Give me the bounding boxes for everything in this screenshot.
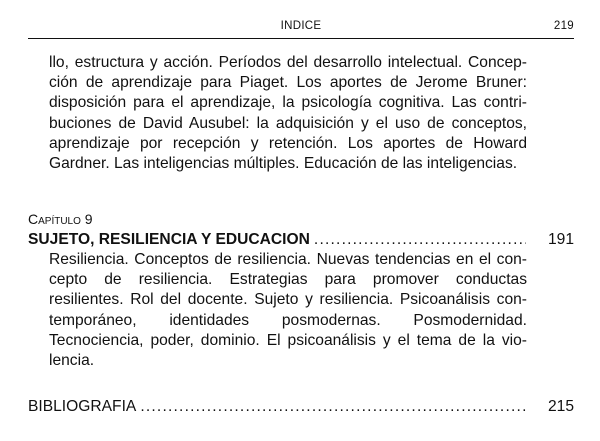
summary-line: llo, estructura y acción. Períodos del desarrollo intelectual. Concep- (49, 54, 527, 71)
dot-leader (314, 231, 526, 249)
header-page-number: 219 (553, 20, 574, 32)
chapter-title: SUJETO, RESILIENCIA Y EDUCACION (28, 231, 310, 248)
summary-line: cepto de resiliencia. Estrategias para promover conductas (49, 271, 527, 289)
summary-line: ción de aprendizaje para Piaget. Los aportes de Jerome Bruner: (49, 74, 527, 92)
summary-line: Gardner. Las inteligencias múltiples. Educación de las inteligencias. (49, 155, 518, 173)
summary-line: Tecnociencia, poder, dominio. El psicoanálisis y el tema de la vio- (49, 331, 527, 349)
bibliography-entry (28, 398, 574, 420)
dot-leader (140, 398, 526, 416)
summary-line: Resiliencia. Conceptos de resiliencia. Nuevas tendencias en el con- (49, 251, 527, 268)
header-rule (28, 38, 574, 39)
chapter-label: Capítulo 9 (28, 211, 93, 227)
summary-line: aprendizaje por recepción y retención. Los aportes de Howard (49, 134, 527, 152)
summary-line: disposición para el aprendizaje, la psicología cognitiva. Las contri- (49, 94, 527, 112)
header-title: INDICE (280, 20, 322, 32)
bibliography-title: BIBLIOGRAFIA (28, 398, 137, 415)
summary-line: resilientes. Rol del docente. Sujeto y resiliencia. Psicoanálisis con- (49, 291, 527, 309)
summary-line: lencia. (49, 352, 95, 370)
summary-line: temporáneo, identidades posmodernas. Posmodernidad. (49, 311, 527, 329)
running-header (28, 18, 574, 36)
chapter-page-number: 191 (547, 231, 574, 248)
bibliography-page-number: 215 (547, 398, 574, 415)
previous-chapter-summary (49, 53, 527, 174)
summary-line: buciones de David Ausubel: la adquisición y el uso de conceptos, (49, 114, 527, 132)
chapter-summary (49, 250, 527, 371)
